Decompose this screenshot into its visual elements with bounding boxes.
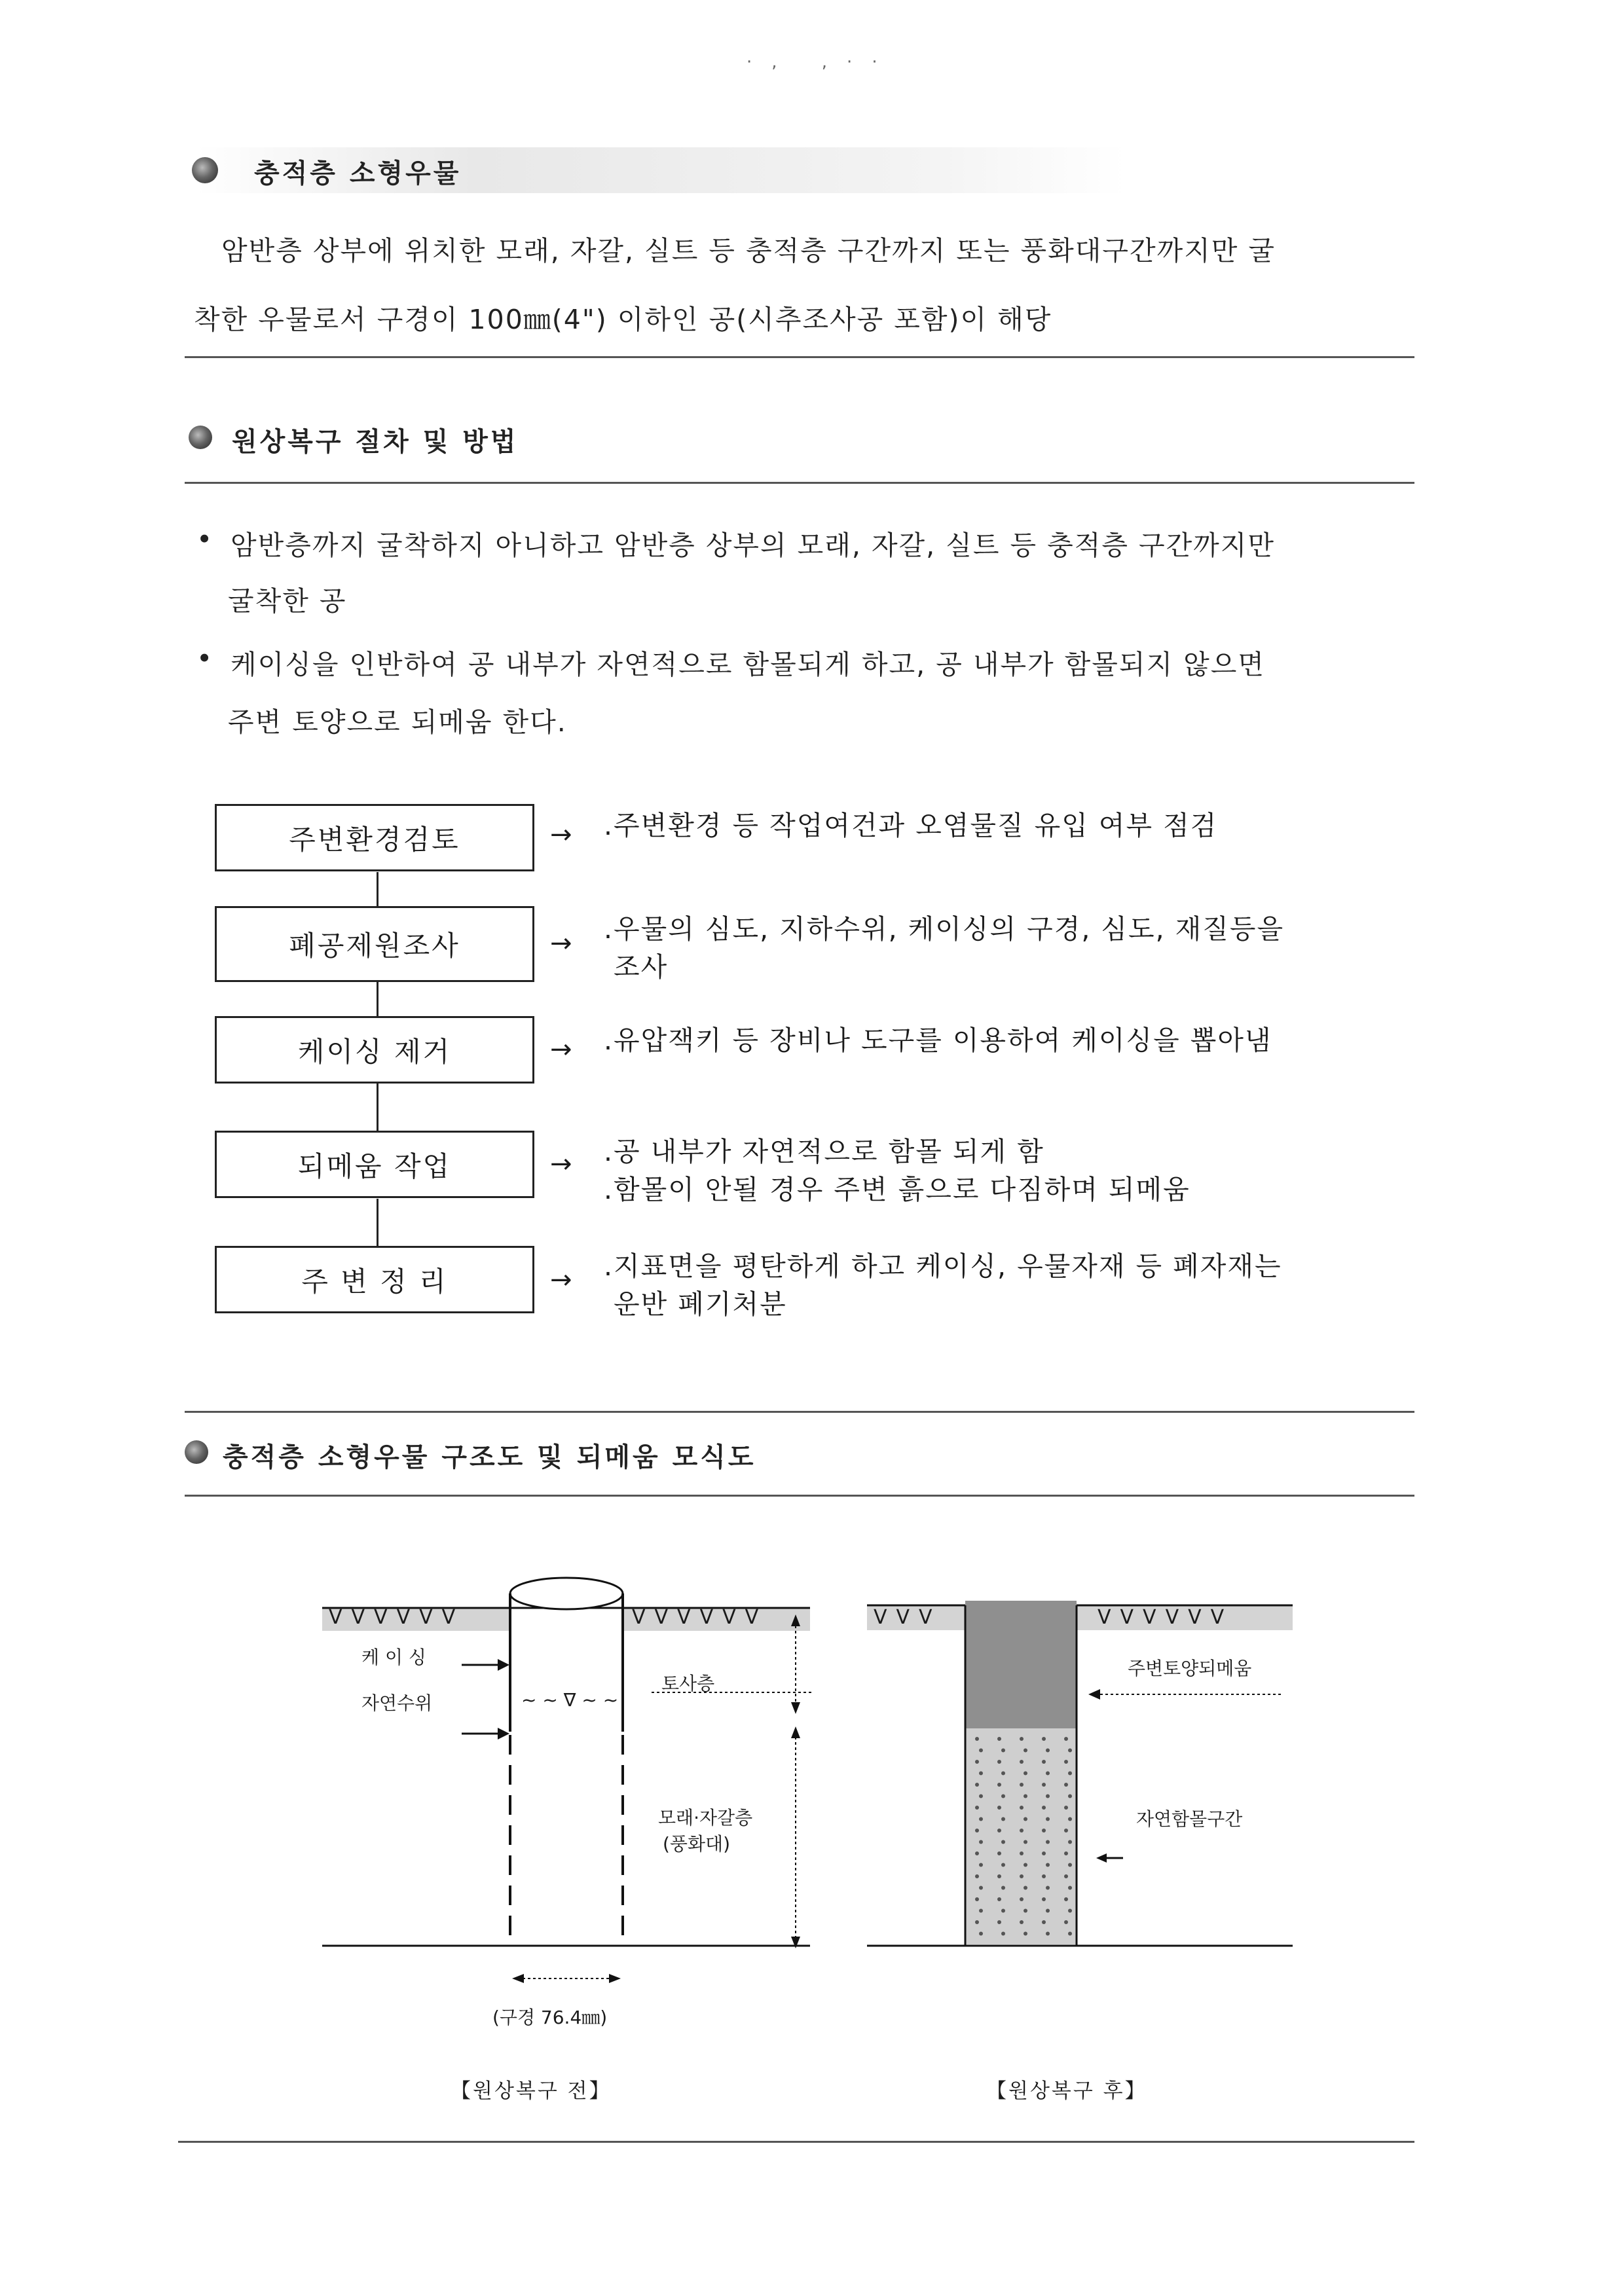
flow-step-description — [604, 1021, 1272, 1059]
gravel-dot — [1020, 1737, 1024, 1741]
gravel-dot — [1024, 1932, 1027, 1936]
flow-desc-line: 운반 폐기처분 — [604, 1288, 787, 1320]
gravel-dot — [1024, 1840, 1027, 1844]
casing-pointer-arrowhead — [498, 1659, 509, 1671]
gravel-dot — [975, 1897, 979, 1901]
gravel-dot — [997, 1874, 1001, 1878]
gravel-dot — [1024, 1863, 1027, 1867]
flow-desc-line: .우물의 심도, 지하수위, 케이싱의 구경, 심도, 재질등을 — [604, 913, 1285, 945]
gravel-dot — [1001, 1932, 1005, 1936]
bullet-2-line-1: 케이싱을 인반하여 공 내부가 자연적으로 함몰되게 하고, 공 내부가 함몰되지 않으면 — [231, 649, 1265, 680]
flow-connector — [377, 982, 378, 1016]
gravel-dot — [1068, 1817, 1072, 1821]
gravel-dot — [1020, 1783, 1024, 1787]
gravel-dot — [979, 1840, 983, 1844]
flow-step-box: 주변환경검토 — [215, 804, 534, 871]
flow-arrow-icon: → — [550, 928, 572, 958]
topsoil-layer-label: 토사층 — [661, 1673, 715, 1694]
flow-desc-line: .공 내부가 자연적으로 함몰 되게 함 — [604, 1136, 1044, 1167]
gravel-dot — [979, 1863, 983, 1867]
gravel-dot — [975, 1783, 979, 1787]
gravel-dot — [1042, 1897, 1046, 1901]
bullet-1-line-1: 암반층까지 굴착하지 아니하고 암반층 상부의 모래, 자갈, 실트 등 충적층 구간까지만 — [231, 530, 1275, 561]
gravel-dot — [1068, 1772, 1072, 1776]
gravel-dot — [1001, 1909, 1005, 1913]
gravel-dot — [1020, 1920, 1024, 1924]
gravel-dot — [975, 1851, 979, 1855]
diagram-after-drawing — [864, 1571, 1297, 1990]
divider — [178, 2141, 1414, 2143]
flow-desc-line: .지표면을 평탄하게 하고 케이싱, 우물자재 등 폐자재는 — [604, 1250, 1282, 1282]
gravel-dot — [1042, 1806, 1046, 1810]
gravel-dot — [979, 1772, 983, 1776]
gravel-dot — [1068, 1886, 1072, 1890]
gravel-dot — [1020, 1806, 1024, 1810]
section-bullet-icon — [192, 157, 218, 183]
gravel-dot — [979, 1909, 983, 1913]
flow-desc-line: 조사 — [604, 951, 669, 983]
flow-step-description — [604, 1133, 1190, 1209]
caption-before: 【원상복구 전】 — [451, 2079, 612, 2103]
gravel-dot — [979, 1795, 983, 1798]
dimension-arrowhead — [791, 1702, 800, 1714]
flow-step-description — [604, 1247, 1282, 1323]
gravel-dot — [1046, 1840, 1050, 1844]
flow-step-description — [604, 910, 1284, 986]
flow-arrow-icon: → — [550, 1034, 572, 1065]
gravel-dot — [997, 1760, 1001, 1764]
gravel-dot — [997, 1851, 1001, 1855]
flow-arrow-icon: → — [550, 1265, 572, 1295]
gravel-dot — [1042, 1737, 1046, 1741]
collapse-pointer-arrowhead — [1096, 1853, 1107, 1863]
gravel-layer-label: 모래·자갈층 — [658, 1807, 753, 1829]
gravel-dot — [1024, 1749, 1027, 1753]
gravel-dot — [1046, 1772, 1050, 1776]
gravel-dot — [1001, 1863, 1005, 1867]
gravel-dot — [1024, 1772, 1027, 1776]
water-level-symbol: ~ ~ ∇ ~ ~ — [521, 1689, 619, 1711]
diameter-label: (구경 76.4㎜) — [492, 2007, 608, 2028]
caption-after: 【원상복구 후】 — [986, 2079, 1147, 2103]
gravel-dot — [1046, 1932, 1050, 1936]
casing-label: 케 이 싱 — [361, 1647, 426, 1668]
backfill-zone — [965, 1601, 1077, 1728]
flow-arrow-icon: → — [550, 1149, 572, 1179]
gravel-dot — [1020, 1874, 1024, 1878]
gravel-dot — [975, 1874, 979, 1878]
gravel-dot — [997, 1783, 1001, 1787]
gravel-dot — [1042, 1783, 1046, 1787]
gravel-dot — [997, 1920, 1001, 1924]
gravel-dot — [1064, 1783, 1068, 1787]
flow-connector — [377, 1084, 378, 1131]
gravel-dot — [1046, 1863, 1050, 1867]
dimension-arrowhead — [791, 1726, 800, 1738]
section-1-line-2: 착한 우물로서 구경이 100㎜(4") 이하인 공(시추조사공 포함)이 해당 — [194, 304, 1052, 335]
gravel-dot — [1064, 1874, 1068, 1878]
bullet-1-line-2: 굴착한 공 — [228, 585, 347, 617]
gravel-dot — [1046, 1817, 1050, 1821]
section-3-title: 충적층 소형우물 구조도 및 되메움 모식도 — [223, 1442, 756, 1472]
diagram-before-drawing — [314, 1571, 825, 2030]
gravel-dot — [1064, 1806, 1068, 1810]
diameter-arrowhead — [609, 1974, 621, 1983]
gravel-dot — [1046, 1749, 1050, 1753]
gravel-dot — [1042, 1829, 1046, 1832]
surface-marks: VVVVVV — [632, 1606, 768, 1629]
gravel-dot — [1046, 1795, 1050, 1798]
bullet-2-line-2: 주변 토양으로 되메움 한다. — [228, 706, 567, 738]
surface-marks: VVV — [874, 1606, 942, 1629]
gravel-dot — [979, 1749, 983, 1753]
gravel-dot — [979, 1886, 983, 1890]
gravel-dot — [1064, 1760, 1068, 1764]
gravel-dot — [1064, 1920, 1068, 1924]
gravel-dot — [1020, 1851, 1024, 1855]
gravel-dot — [975, 1920, 979, 1924]
divider — [185, 1411, 1414, 1413]
gravel-dot — [1001, 1886, 1005, 1890]
gravel-dot — [1064, 1829, 1068, 1832]
flow-connector — [377, 1199, 378, 1246]
water-pointer-arrowhead — [498, 1728, 509, 1740]
gravel-dot — [1020, 1897, 1024, 1901]
bullet-marker: • — [196, 524, 214, 555]
scan-marks: ·, ,·· — [747, 52, 897, 72]
gravel-dot — [1068, 1749, 1072, 1753]
gravel-dot — [1042, 1920, 1046, 1924]
gravel-dot — [997, 1737, 1001, 1741]
surface-marks: VVVVVV — [1098, 1606, 1234, 1629]
gravel-dot — [1024, 1909, 1027, 1913]
gravel-dot — [1020, 1829, 1024, 1832]
gravel-dot — [1001, 1749, 1005, 1753]
gravel-dot — [1046, 1909, 1050, 1913]
gravel-dot — [979, 1932, 983, 1936]
gravel-dot — [1001, 1817, 1005, 1821]
gravel-dot — [997, 1897, 1001, 1901]
flow-desc-line: .함몰이 안될 경우 주변 흙으로 다짐하며 되메움 — [604, 1174, 1190, 1205]
casing-top-ellipse — [510, 1578, 623, 1609]
section-bullet-icon — [189, 426, 212, 449]
gravel-dot — [979, 1817, 983, 1821]
section-bullet-icon — [185, 1440, 208, 1464]
flow-arrow-icon: → — [550, 820, 572, 850]
gravel-dot — [1064, 1851, 1068, 1855]
divider — [185, 356, 1414, 358]
gravel-dot — [975, 1737, 979, 1741]
divider — [185, 482, 1414, 484]
gravel-dot — [1064, 1737, 1068, 1741]
diameter-arrowhead — [512, 1974, 524, 1983]
weathered-zone-label: (풍화대) — [663, 1833, 730, 1855]
natural-collapse-label: 자연함몰구간 — [1136, 1808, 1243, 1830]
flow-step-box: 되메움 작업 — [215, 1131, 534, 1198]
gravel-dot — [975, 1760, 979, 1764]
gravel-dot — [1042, 1760, 1046, 1764]
gravel-dot — [1068, 1909, 1072, 1913]
gravel-dot — [997, 1806, 1001, 1810]
flow-step-box: 폐공제원조사 — [215, 906, 534, 982]
gravel-dot — [1064, 1897, 1068, 1901]
gravel-dot — [975, 1806, 979, 1810]
gravel-dot — [1001, 1772, 1005, 1776]
flow-desc-line: .주변환경 등 작업여건과 오염물질 유입 여부 점검 — [604, 810, 1218, 841]
section-1-line-1: 암반층 상부에 위치한 모래, 자갈, 실트 등 충적층 구간까지 또는 풍화대구간까지만 굴 — [221, 235, 1276, 266]
flow-connector — [377, 872, 378, 906]
divider — [185, 1495, 1414, 1497]
gravel-dot — [1068, 1863, 1072, 1867]
flow-desc-line: .유압잭키 등 장비나 도구를 이용하여 케이싱을 뽑아냄 — [604, 1025, 1272, 1056]
flow-step-box: 케이싱 제거 — [215, 1016, 534, 1084]
gravel-dot — [1042, 1851, 1046, 1855]
water-level-label: 자연수위 — [361, 1692, 433, 1714]
gravel-dot — [1068, 1795, 1072, 1798]
gravel-dot — [975, 1829, 979, 1832]
gravel-dot — [1042, 1874, 1046, 1878]
backfill-pointer-arrowhead — [1088, 1689, 1100, 1700]
gravel-dot — [1001, 1840, 1005, 1844]
gravel-dot — [1024, 1795, 1027, 1798]
surface-marks: VVVVVV — [329, 1606, 465, 1629]
section-1-title: 충적층 소형우물 — [254, 158, 462, 189]
section-2-title: 원상복구 절차 및 방법 — [232, 426, 519, 457]
flow-step-description — [604, 807, 1217, 845]
flow-step-box: 주 변 정 리 — [215, 1246, 534, 1313]
gravel-dot — [1001, 1795, 1005, 1798]
gravel-dot — [1068, 1932, 1072, 1936]
gravel-dot — [1024, 1886, 1027, 1890]
bullet-marker: • — [196, 643, 214, 674]
gravel-dot — [1046, 1886, 1050, 1890]
gravel-dot — [997, 1829, 1001, 1832]
gravel-dot — [1024, 1817, 1027, 1821]
backfill-label: 주변토양되메움 — [1128, 1658, 1252, 1679]
gravel-dot — [1020, 1760, 1024, 1764]
gravel-dot — [1068, 1840, 1072, 1844]
